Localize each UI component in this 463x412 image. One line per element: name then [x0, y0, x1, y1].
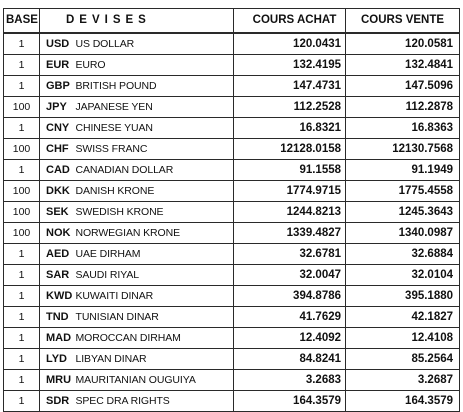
currency-name-cell: NORWEGIAN KRONE	[74, 223, 234, 244]
currency-code-cell: MRU	[40, 370, 74, 391]
currency-name-cell: SWEDISH KRONE	[74, 202, 234, 223]
table-header-row	[4, 9, 460, 34]
buy-rate-cell: 3.2683	[234, 370, 346, 391]
table-row	[4, 286, 460, 307]
table-row	[4, 244, 460, 265]
sell-rate-cell: 12130.7568	[346, 139, 460, 160]
table-row	[4, 349, 460, 370]
currency-name-cell: CHINESE YUAN	[74, 118, 234, 139]
buy-rate-cell: 1244.8213	[234, 202, 346, 223]
base-cell: 1	[4, 391, 40, 412]
buy-rate-cell: 1774.9715	[234, 181, 346, 202]
currency-name-cell: LIBYAN DINAR	[74, 349, 234, 370]
table-row	[4, 33, 460, 55]
base-cell: 1	[4, 33, 40, 55]
buy-rate-cell: 12.4092	[234, 328, 346, 349]
exchange-rate-table	[3, 8, 460, 412]
currency-code-cell: SDR	[40, 391, 74, 412]
table-row	[4, 328, 460, 349]
table-row	[4, 370, 460, 391]
base-cell: 1	[4, 265, 40, 286]
currency-name-cell: SPEC DRA RIGHTS	[74, 391, 234, 412]
currency-code-cell: CHF	[40, 139, 74, 160]
base-cell: 1	[4, 55, 40, 76]
currency-name-cell: JAPANESE YEN	[74, 97, 234, 118]
base-cell: 1	[4, 118, 40, 139]
table-row	[4, 181, 460, 202]
table-row	[4, 202, 460, 223]
base-cell: 1	[4, 160, 40, 181]
sell-rate-cell: 1775.4558	[346, 181, 460, 202]
sell-rate-cell: 32.6884	[346, 244, 460, 265]
base-cell: 100	[4, 97, 40, 118]
currency-code-cell: EUR	[40, 55, 74, 76]
currency-code-cell: MAD	[40, 328, 74, 349]
currency-name-cell: MOROCCAN DIRHAM	[74, 328, 234, 349]
base-cell: 1	[4, 349, 40, 370]
base-cell: 100	[4, 181, 40, 202]
base-cell: 1	[4, 76, 40, 97]
buy-rate-cell: 91.1558	[234, 160, 346, 181]
buy-rate-cell: 120.0431	[234, 33, 346, 55]
buy-rate-cell: 16.8321	[234, 118, 346, 139]
sell-rate-cell: 1245.3643	[346, 202, 460, 223]
buy-rate-cell: 132.4195	[234, 55, 346, 76]
sell-rate-cell: 112.2878	[346, 97, 460, 118]
table-row	[4, 391, 460, 412]
table-row	[4, 55, 460, 76]
table-row	[4, 160, 460, 181]
currency-name-cell: EURO	[74, 55, 234, 76]
table-row	[4, 307, 460, 328]
currency-code-cell: SEK	[40, 202, 74, 223]
table-row	[4, 97, 460, 118]
base-cell: 100	[4, 223, 40, 244]
sell-rate-cell: 85.2564	[346, 349, 460, 370]
currency-code-cell: GBP	[40, 76, 74, 97]
currency-code-cell: LYD	[40, 349, 74, 370]
base-cell: 1	[4, 244, 40, 265]
header-cours-achat: COURS ACHAT	[234, 9, 346, 34]
sell-rate-cell: 1340.0987	[346, 223, 460, 244]
currency-name-cell: CANADIAN DOLLAR	[74, 160, 234, 181]
currency-code-cell: CNY	[40, 118, 74, 139]
buy-rate-cell: 112.2528	[234, 97, 346, 118]
currency-name-cell: TUNISIAN DINAR	[74, 307, 234, 328]
buy-rate-cell: 84.8241	[234, 349, 346, 370]
buy-rate-cell: 1339.4827	[234, 223, 346, 244]
table-row	[4, 139, 460, 160]
currency-name-cell: US DOLLAR	[74, 33, 234, 55]
table-row	[4, 223, 460, 244]
table-row	[4, 265, 460, 286]
sell-rate-cell: 3.2687	[346, 370, 460, 391]
base-cell: 1	[4, 370, 40, 391]
buy-rate-cell: 32.0047	[234, 265, 346, 286]
currency-name-cell: SWISS FRANC	[74, 139, 234, 160]
sell-rate-cell: 147.5096	[346, 76, 460, 97]
sell-rate-cell: 395.1880	[346, 286, 460, 307]
sell-rate-cell: 91.1949	[346, 160, 460, 181]
currency-name-cell: BRITISH POUND	[74, 76, 234, 97]
header-devises: DEVISES	[40, 9, 234, 34]
currency-name-cell: UAE DIRHAM	[74, 244, 234, 265]
currency-name-cell: SAUDI RIYAL	[74, 265, 234, 286]
buy-rate-cell: 32.6781	[234, 244, 346, 265]
header-cours-vente: COURS VENTE	[346, 9, 460, 34]
base-cell: 100	[4, 202, 40, 223]
currency-code-cell: NOK	[40, 223, 74, 244]
currency-code-cell: KWD	[40, 286, 74, 307]
sell-rate-cell: 32.0104	[346, 265, 460, 286]
buy-rate-cell: 41.7629	[234, 307, 346, 328]
table-row	[4, 118, 460, 139]
currency-code-cell: DKK	[40, 181, 74, 202]
currency-name-cell: DANISH KRONE	[74, 181, 234, 202]
table-row	[4, 76, 460, 97]
buy-rate-cell: 394.8786	[234, 286, 346, 307]
currency-code-cell: CAD	[40, 160, 74, 181]
buy-rate-cell: 147.4731	[234, 76, 346, 97]
base-cell: 1	[4, 286, 40, 307]
currency-code-cell: JPY	[40, 97, 74, 118]
rate-rows	[4, 33, 460, 412]
buy-rate-cell: 12128.0158	[234, 139, 346, 160]
buy-rate-cell: 164.3579	[234, 391, 346, 412]
sell-rate-cell: 12.4108	[346, 328, 460, 349]
currency-name-cell: MAURITANIAN OUGUIYA	[74, 370, 234, 391]
currency-code-cell: SAR	[40, 265, 74, 286]
sell-rate-cell: 42.1827	[346, 307, 460, 328]
currency-code-cell: TND	[40, 307, 74, 328]
currency-code-cell: USD	[40, 33, 74, 55]
base-cell: 1	[4, 328, 40, 349]
currency-code-cell: AED	[40, 244, 74, 265]
sell-rate-cell: 164.3579	[346, 391, 460, 412]
sell-rate-cell: 132.4841	[346, 55, 460, 76]
base-cell: 1	[4, 307, 40, 328]
sell-rate-cell: 120.0581	[346, 33, 460, 55]
header-base: BASE	[4, 9, 40, 34]
sell-rate-cell: 16.8363	[346, 118, 460, 139]
currency-name-cell: KUWAITI DINAR	[74, 286, 234, 307]
base-cell: 100	[4, 139, 40, 160]
